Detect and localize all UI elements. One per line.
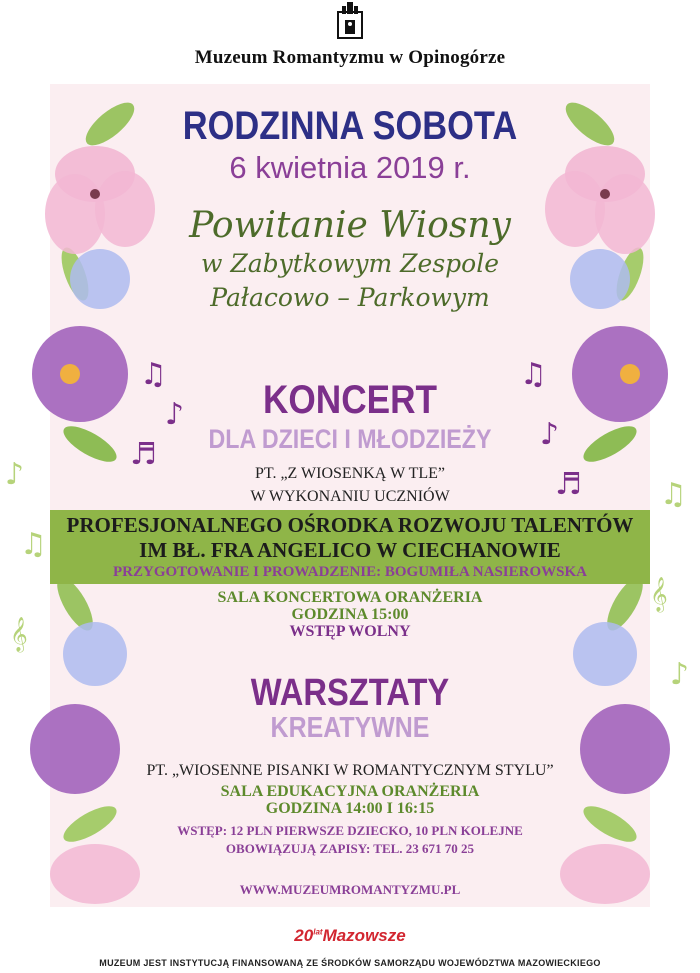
workshop-venue: SALA EDUKACYJNA ORANŻERIA <box>220 783 480 800</box>
concert-venue: SALA KONCERTOWA ORANŻERIA <box>217 589 483 606</box>
funding-note: MUZEUM JEST INSTYTUCJĄ FINANSOWANĄ ZE ŚRODKÓW SAMORZĄDU WOJEWÓDZTWA MAZOWIECKIEGO <box>99 958 601 968</box>
workshop-heading: WARSZTATY <box>250 672 450 714</box>
website-link[interactable]: WWW.MUZEUMROMANTYZMU.PL <box>239 882 461 897</box>
concert-performed-by: W WYKONANIU UCZNIÓW <box>250 488 450 505</box>
museum-crest-logo <box>336 2 364 40</box>
svg-text:♪: ♪ <box>540 417 560 452</box>
museum-name: Muzeum Romantyzmu w Opinogórze <box>194 47 506 68</box>
concert-subheading: DLA DZIECI I MŁODZIEŻY <box>208 424 492 454</box>
svg-text:♫: ♫ <box>660 477 687 512</box>
event-date: 6 kwietnia 2019 r. <box>229 150 471 185</box>
concert-time: GODZINA 15:00 <box>291 606 409 623</box>
mazowsze-logo-text: Mazowsze <box>322 926 406 945</box>
svg-text:♪: ♪ <box>670 657 690 692</box>
workshop-registration: OBOWIĄZUJĄ ZAPISY: TEL. 23 671 70 25 <box>225 841 475 856</box>
mazowsze-logo <box>0 926 700 946</box>
concert-title: PT. „Z WIOSENKĄ W TLE” <box>254 465 446 482</box>
event-title: RODZINNA SOBOTA <box>182 104 518 148</box>
script-heading-line3: Pałacowo – Parkowym <box>210 283 490 312</box>
script-heading-line1: Powitanie Wiosny <box>189 205 511 246</box>
script-heading-line2: w Zabytkowym Zespole <box>200 249 499 278</box>
banner-line2: IM BŁ. FRA ANGELICO W CIECHANOWIE <box>139 538 561 562</box>
svg-text:𝄞: 𝄞 <box>10 617 28 652</box>
concert-entry: WSTĘP WOLNY <box>289 623 411 640</box>
workshop-title: PT. „WIOSENNE PISANKI W ROMANTYCZNYM STYLU” <box>146 762 554 779</box>
svg-text:♬: ♬ <box>130 437 157 472</box>
svg-text:𝄞: 𝄞 <box>650 577 668 612</box>
concert-heading: KONCERT <box>262 378 438 422</box>
workshop-entry: WSTĘP: 12 PLN PIERWSZE DZIECKO, 10 PLN KOLEJNE <box>177 823 523 838</box>
svg-text:♫: ♫ <box>140 357 167 392</box>
workshop-subheading: KREATYWNE <box>270 712 430 744</box>
banner-line3: PRZYGOTOWANIE I PROWADZENIE: BOGUMIŁA NASIEROWSKA <box>113 564 587 580</box>
mazowsze-logo-small: lat <box>313 927 323 937</box>
svg-text:♪: ♪ <box>165 397 185 432</box>
mazowsze-logo-number: 20 <box>294 926 314 945</box>
banner-line1: PROFESJONALNEGO OŚRODKA ROZWOJU TALENTÓW <box>66 513 634 537</box>
svg-text:♫: ♫ <box>20 527 47 562</box>
workshop-time: GODZINA 14:00 I 16:15 <box>265 800 435 817</box>
svg-text:♪: ♪ <box>5 457 25 492</box>
svg-text:♫: ♫ <box>520 357 547 392</box>
svg-text:♬: ♬ <box>555 467 582 502</box>
